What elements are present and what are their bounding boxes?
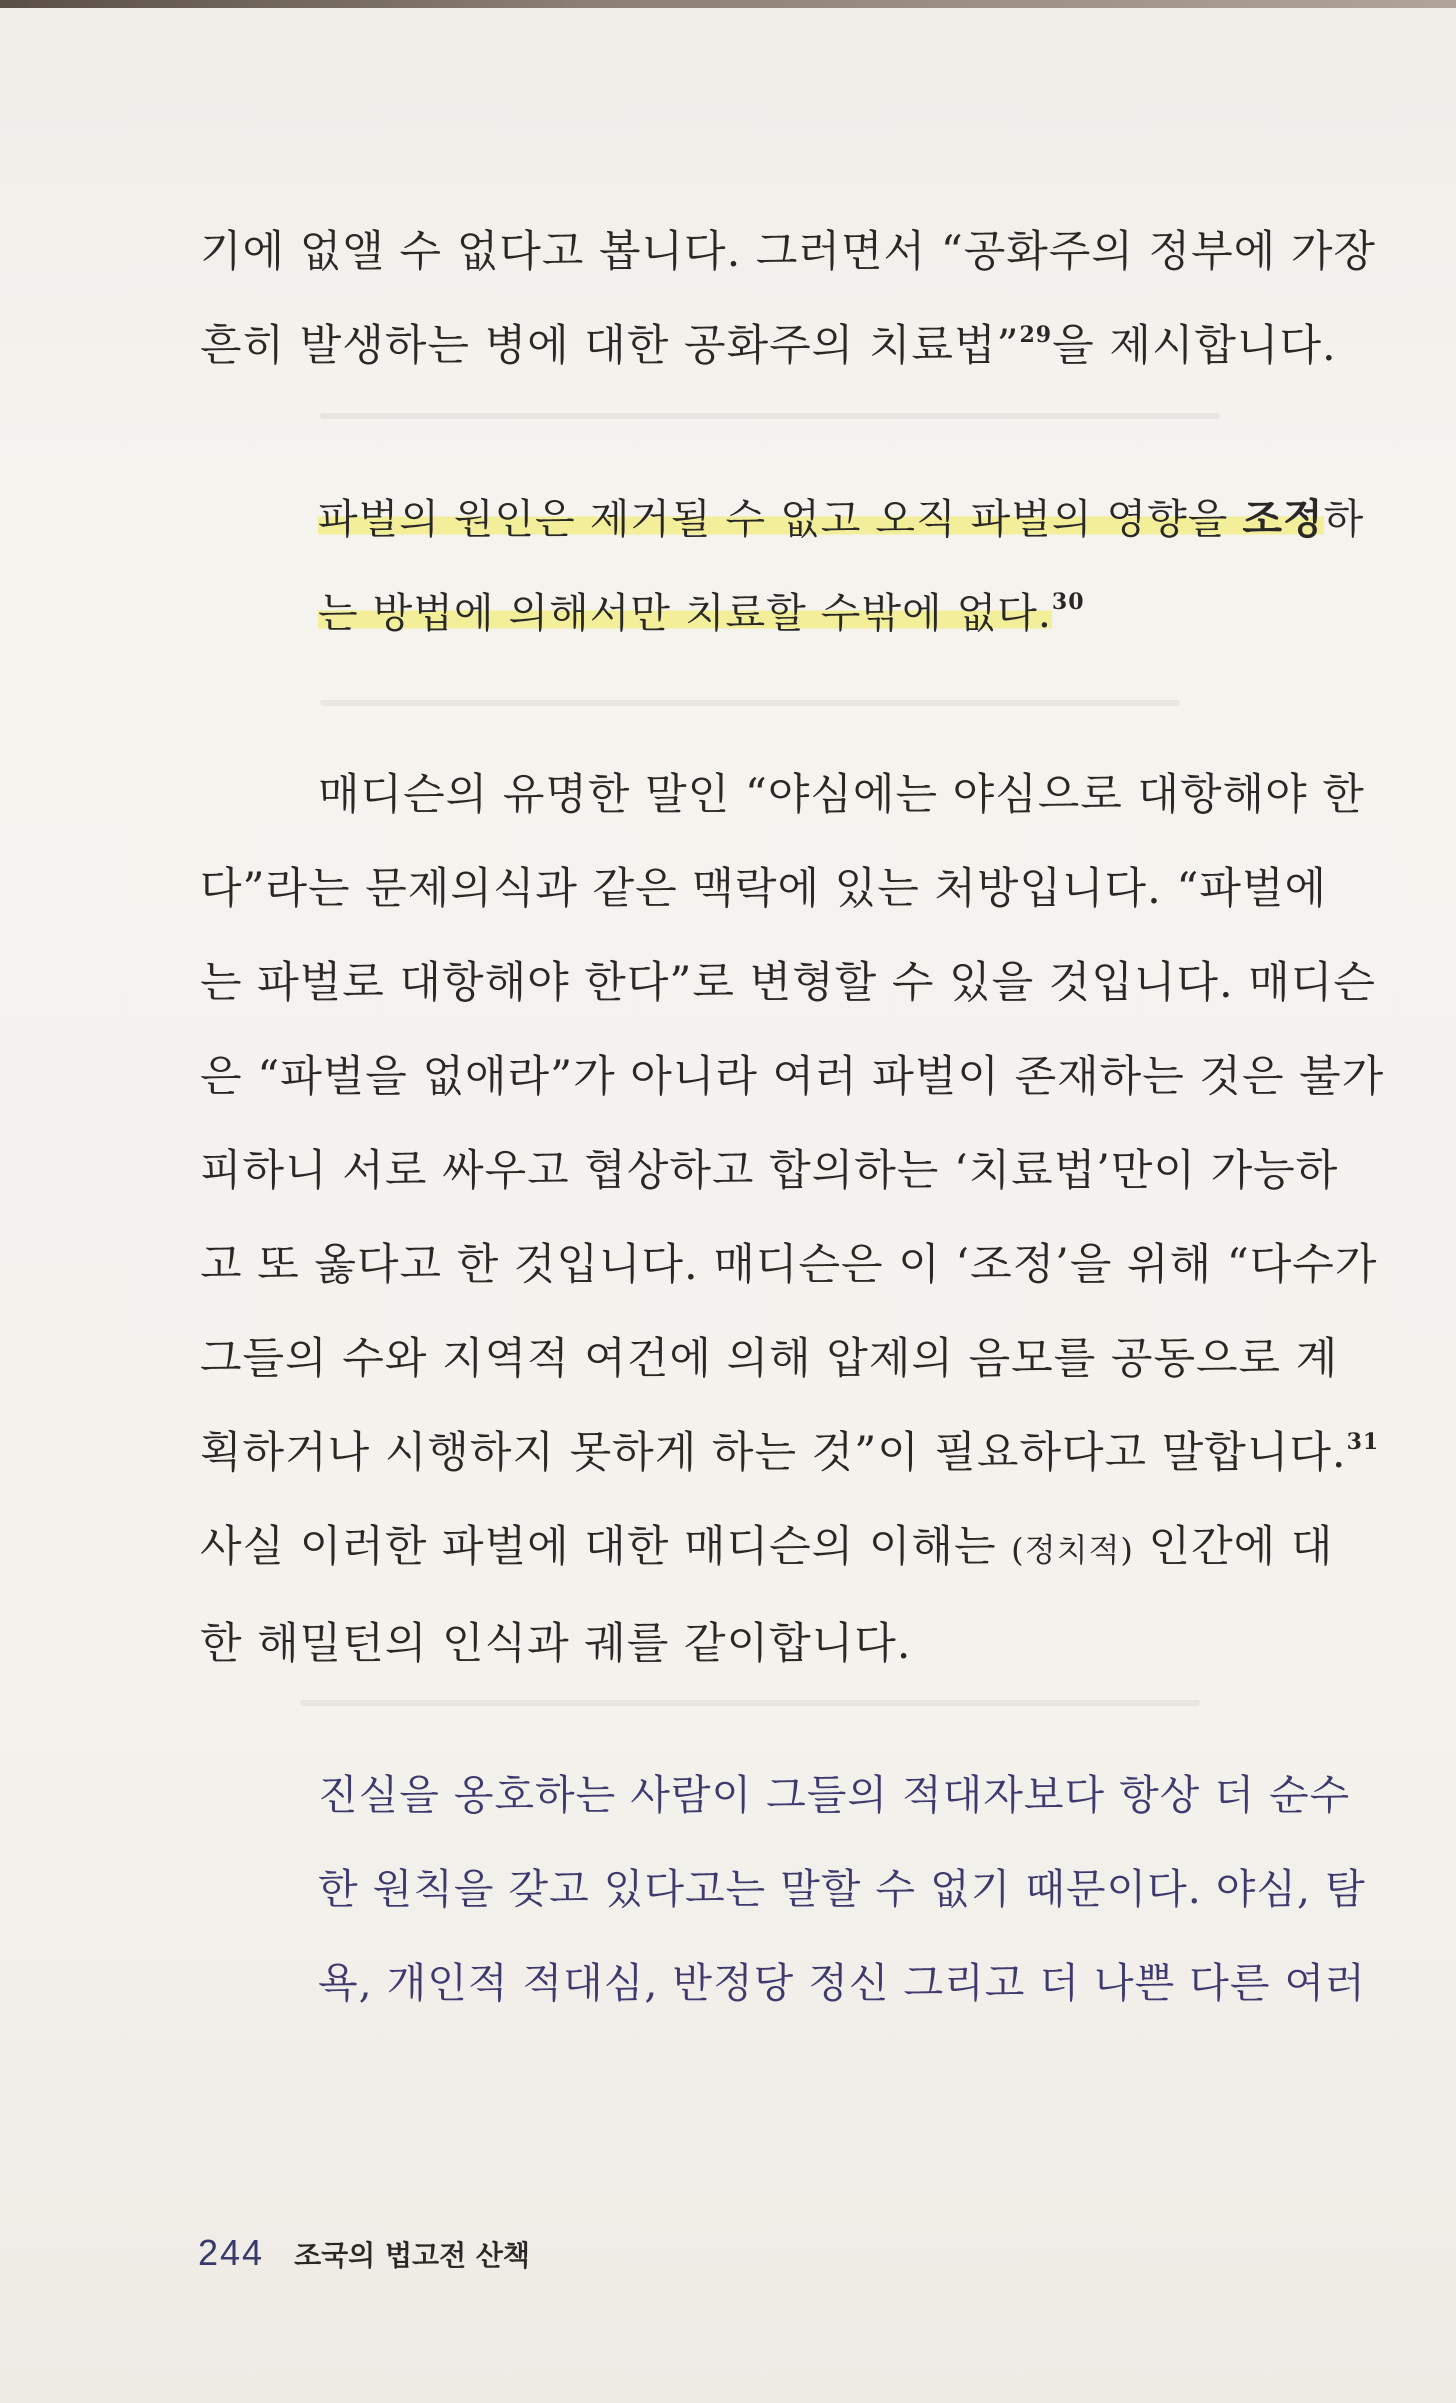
paragraph-1-line-2-tail: 을 제시합니다. [1052,321,1337,371]
block-quote-2-line-2: 한 원칙을 갖고 있다고는 말할 수 없기 때문이다. 야심, 탐 [318,1865,1366,1913]
paragraph-2 [200,748,1385,1691]
paragraph-2-line-8 [200,1406,1380,1500]
block-quote-1-line-1-text: 파벌의 원인은 제거될 수 없고 오직 파벌의 영향을 [318,495,1243,543]
paragraph-2-line-2: 다”라는 문제의식과 같은 맥락에 있는 처방입니다. “파벌에 [200,864,1328,914]
block-quote-2-line-1: 진실을 옹호하는 사람이 그들의 적대자보다 항상 더 순수 [318,1771,1351,1819]
bold-term: 조정 [1242,495,1324,543]
page-top-edge [0,0,1456,8]
highlight: 는 방법에 의해서만 치료할 수밖에 없다. [318,589,1052,637]
paragraph-1-line-2-text: 흔히 발생하는 병에 대한 공화주의 치료법” [200,321,1020,371]
bleed-through-line [300,1700,1200,1706]
paragraph-2-line-5: 피하니 서로 싸우고 협상하고 합의하는 ‘치료법’만이 가능하 [200,1146,1339,1196]
running-title: 조국의 법고전 산책 [294,2239,530,2272]
block-quote-2 [318,1748,1366,2030]
footnote-31: 31 [1346,1429,1380,1455]
paragraph-2-line-4: 은 “파벌을 없애라”가 아니라 여러 파벌이 존재하는 것은 불가 [200,1052,1385,1102]
paragraph-1 [200,205,1376,393]
footnote-30: 30 [1051,589,1085,615]
paragraph-2-line-1: 매디슨의 유명한 말인 “야심에는 야심으로 대항해야 한 [318,770,1365,820]
block-quote-2-line-3: 욕, 개인적 적대심, 반정당 정신 그리고 더 나쁜 다른 여러 [318,1959,1366,2007]
paragraph-2-line-9-tail: 인간에 대 [1133,1522,1334,1572]
paragraph-2-line-7: 그들의 수와 지역적 여건에 의해 압제의 음모를 공동으로 계 [200,1334,1339,1384]
paragraph-2-line-6: 고 또 옳다고 한 것입니다. 매디슨은 이 ‘조정’을 위해 “다수가 [200,1240,1378,1290]
paragraph-2-line-10: 한 해밀턴의 인식과 궤를 같이합니다. [200,1619,912,1669]
bleed-through-line [320,700,1180,706]
block-quote-1-line-2 [318,566,1312,660]
bleed-through-line [320,413,1220,419]
paragraph-2-line-8-text: 획하거나 시행하지 못하게 하는 것”이 필요하다고 말합니다. [200,1428,1347,1478]
parenthetical: (정치적) [1011,1531,1134,1569]
page-number: 244 [198,2232,265,2273]
paragraph-1-line-2 [200,299,1337,393]
block-quote-1 [318,472,1365,660]
block-quote-1-line-1 [318,472,1365,566]
paragraph-1-line-1: 기에 없앨 수 없다고 봅니다. 그러면서 “공화주의 정부에 가장 [200,227,1376,277]
footnote-29: 29 [1019,322,1053,348]
highlight [318,495,1324,543]
paragraph-2-line-9 [200,1500,1334,1597]
page-footer [198,2232,530,2274]
paragraph-2-line-9-text: 사실 이러한 파벌에 대한 매디슨의 이해는 [200,1522,1012,1572]
block-quote-1-line-1-tail: 하 [1323,495,1365,543]
paragraph-2-line-3: 는 파벌로 대항해야 한다”로 변형할 수 있을 것입니다. 매디슨 [200,958,1376,1008]
